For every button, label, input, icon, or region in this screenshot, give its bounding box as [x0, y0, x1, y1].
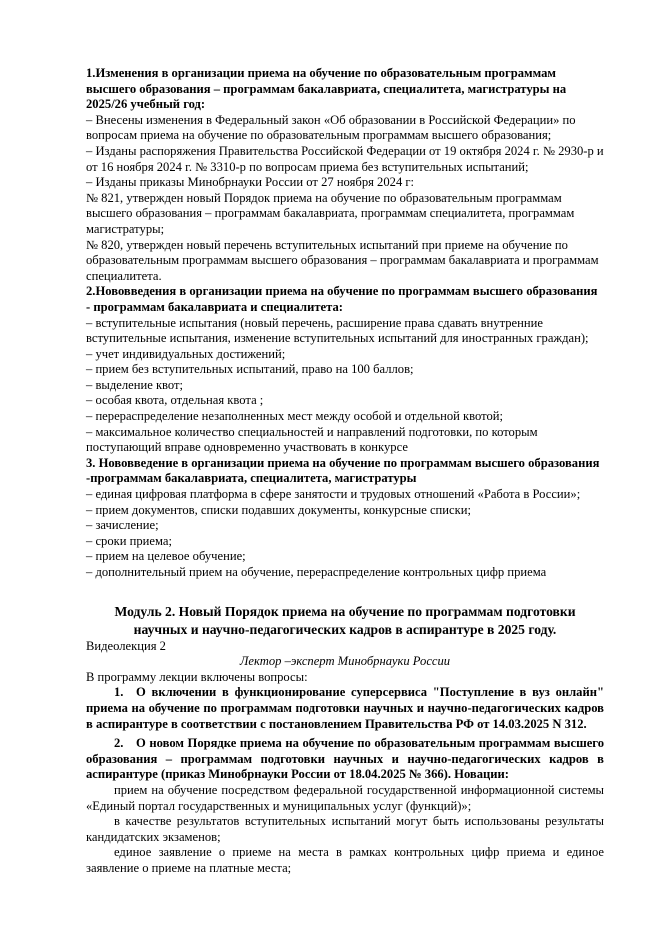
novation-item: в качестве результатов вступительных испытаний могут быть использованы результаты кандидатских экзаменов;: [86, 814, 604, 844]
section-3-line: – прием документов, списки подавших документы, конкурсные списки;: [86, 502, 471, 517]
section-3-line: – единая цифровая платформа в сфере занятости и трудовых отношений «Работа в России»;: [86, 487, 581, 502]
section-1-line: № 821, утвержден новый Порядок приема на обучение по образовательным программам высшего образования – программам бакалавриата, программам специалитета, программам магистратуры;: [86, 190, 575, 236]
section-3-line: – дополнительный прием на обучение, перераспределение контрольных цифр приема: [86, 565, 547, 579]
document-page: [86, 66, 604, 877]
section-2-line: – выделение квот;: [86, 377, 184, 392]
question-1-number: 1.: [114, 685, 124, 700]
section-1-line: – Изданы распоряжения Правительства Российской Федерации от 19 октября 2024 г. № 2930-р и от 16 ноября 2024 г. № 3310-р по вопросам приема без вступительных испытаний;: [86, 143, 604, 174]
section-2-line: – перераспределение незаполненных мест между особой и отдельной квотой;: [86, 409, 504, 424]
novation-item: прием на обучение посредством федеральной государственной информационной системы «Единый портал государственных и муниципальных услуг (функций)»;: [86, 782, 604, 813]
section-1-line: № 820, утвержден новый перечень вступительных испытаний при приеме на обучение по образовательным программам высшего образования – программам бакалавриата и программам специалитета.: [86, 237, 599, 283]
section-2-title: 2.Нововведения в организации приема на обучение по программам высшего образования - программам бакалавриата и специалитета:: [86, 284, 598, 314]
section-1-line: – Изданы приказы Минобрнауки России от 27 ноября 2024 г:: [86, 175, 415, 190]
question-2-number: 2.: [114, 736, 124, 751]
lector-label: Лектор –эксперт Минобрнауки России: [239, 654, 451, 669]
question-1-text: О включении в функционирование суперсервиса "Поступление в вуз онлайн" приема на обучение по программам подготовки научных и научно-педагогических кадров в аспирантуре в соответствии с постановлением Правительства РФ от 14.03.2025 N 312.: [86, 685, 604, 731]
question-2-text: О новом Порядке приема на обучение по образовательным программам высшего образования – программам подготовки научных и научно-педагогических кадров в аспирантуре (приказ Минобрнауки России от 18.04.2025 № 366). Новации:: [86, 736, 604, 782]
section-2-line: – прием без вступительных испытаний, право на 100 баллов;: [86, 362, 414, 377]
section-2-line: – максимальное количество специальностей и направлений подготовки, по которым поступающий вправе одновременно участвовать в конкурсе: [86, 424, 538, 455]
section-2-line: – особая квота, отдельная квота ;: [86, 393, 264, 408]
section-2-line: – учет индивидуальных достижений;: [86, 346, 286, 361]
section-2-line: – вступительные испытания (новый перечень, расширение права сдавать внутренние вступительные испытания, изменение вступительных испытаний для иностранных граждан);: [86, 315, 589, 346]
section-1-title: 1.Изменения в организации приема на обучение по образовательным программам высшего образования – программам бакалавриата, специалитета, магистратуры на 2025/26 учебный год:: [86, 66, 567, 112]
question-2: [86, 736, 604, 783]
section-3-line: – сроки приема;: [86, 533, 172, 548]
novation-item: единое заявление о приеме на места в рамках контрольных цифр приема и единое заявление о приеме на платные места;: [86, 845, 604, 875]
section-1-line: – Внесены изменения в Федеральный закон «Об образовании в Российской Федерации» по вопросам приема на обучение по образовательным программам высшего образования;: [86, 112, 576, 143]
section-3-title: 3. Нововведение в организации приема на обучение по программам высшего образования -программам бакалавриата, специалитета, магистратуры: [86, 455, 600, 486]
section-3-line: – прием на целевое обучение;: [86, 549, 246, 564]
section-3-line: – зачисление;: [86, 518, 159, 533]
lecture-intro: В программу лекции включены вопросы:: [86, 669, 308, 684]
video-lecture-label: Видеолекция 2: [86, 638, 166, 653]
question-1: [86, 685, 604, 732]
module-2-title: Модуль 2. Новый Порядок приема на обучение по программам подготовки научных и научно-педагогических кадров в аспирантуре в 2025 году.: [114, 603, 576, 637]
